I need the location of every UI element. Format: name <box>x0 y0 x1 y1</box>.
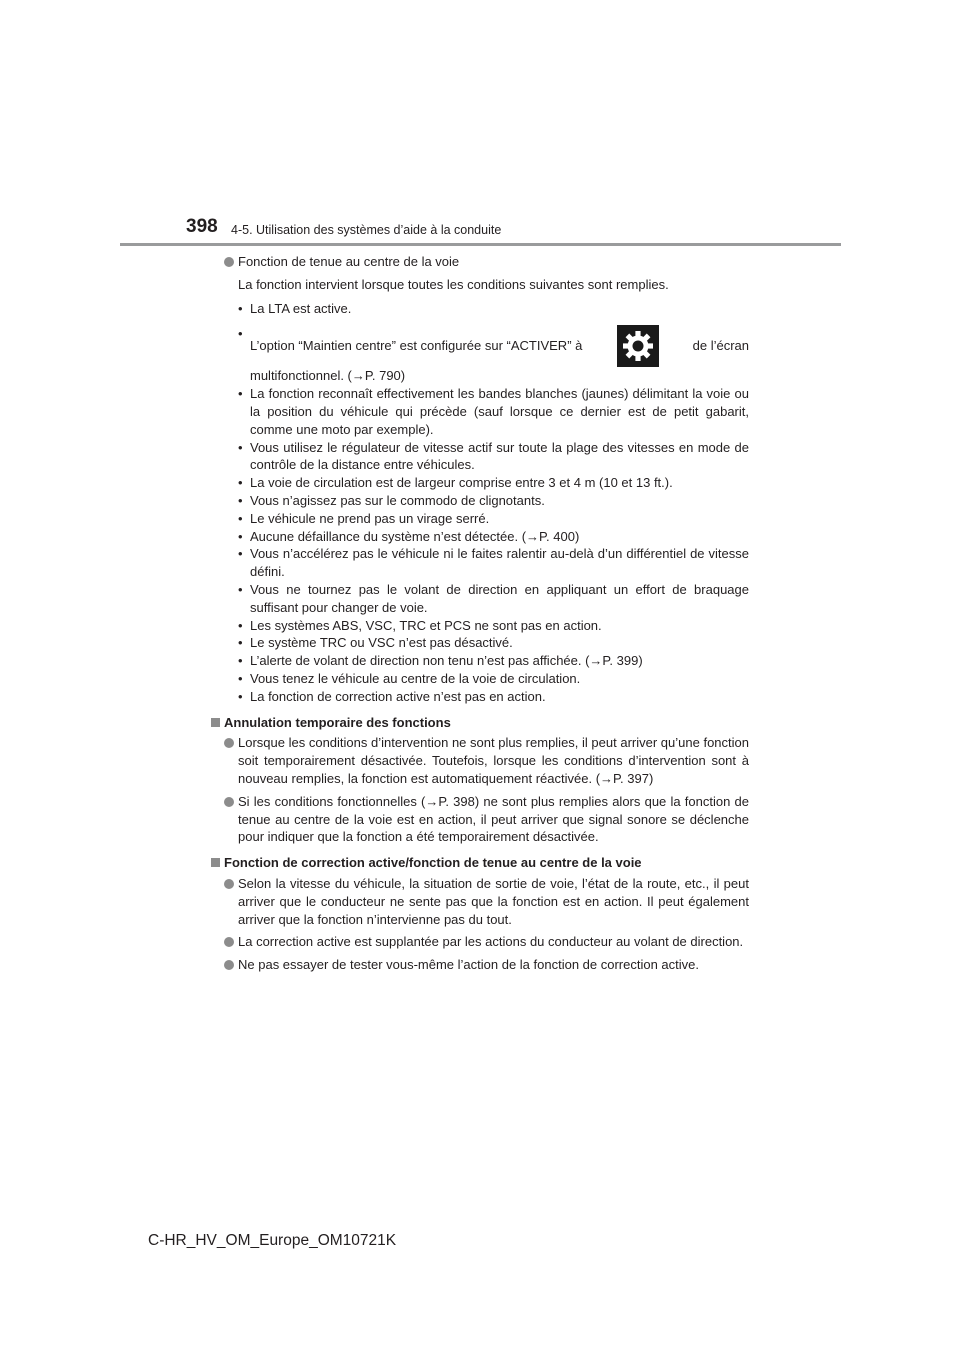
condition-item: • La voie de circulation est de largeur comprise entre 3 et 4 m (10 et 13 ft.). <box>211 474 749 492</box>
condition-item-settings-line <box>250 325 749 367</box>
lane-centering-title: Fonction de tenue au centre de la voie <box>211 253 749 271</box>
condition-item: • Aucune défaillance du système n’est détectée. (→P. 400) <box>211 528 749 546</box>
header-rule <box>120 243 841 246</box>
active-correction-point: Ne pas essayer de tester vous-même l’action de la fonction de correction active. <box>211 956 749 974</box>
condition-item: • Le système TRC ou VSC n’est pas désactivé. <box>211 634 749 652</box>
condition-item: • Vous tenez le véhicule au centre de la voie de circulation. <box>211 670 749 688</box>
footer-code: C-HR_HV_OM_Europe_OM10721K <box>148 1232 397 1249</box>
temp-cancel-heading: Annulation temporaire des fonctions <box>211 714 749 732</box>
condition-item: • La fonction de correction active n’est pas en action. <box>211 688 749 706</box>
condition-item: • Vous utilisez le régulateur de vitesse actif sur toute la plage des vitesses en mode de contrôle de la distance entre véhicules. <box>211 439 749 475</box>
condition-item-text: • L’option “Maintien centre” est configurée sur “ACTIVER” à <box>250 338 583 354</box>
active-correction-point: Selon la vitesse du véhicule, la situation de sortie de voie, l’état de la route, etc., il peut arriver que le conducteur ne sente pas que la fonction est en action. Il peut également arriver que la fonction n’intervienne pas du tout. <box>211 875 749 928</box>
section-title: 4-5. Utilisation des systèmes d’aide à la conduite <box>231 223 502 237</box>
gear-icon <box>617 325 659 367</box>
condition-item-text: multifonctionnel. (→P. 790) <box>250 368 406 384</box>
condition-item: • Vous n’accélérez pas le véhicule ni le faites ralentir au-delà d’un différentiel de vitesse défini. <box>211 545 749 581</box>
condition-item: • Vous n’agissez pas sur le commodo de clignotants. <box>211 492 749 510</box>
condition-item: • L’alerte de volant de direction non tenu n’est pas affichée. (→P. 399) <box>211 652 749 670</box>
lane-centering-intro: La fonction intervient lorsque toutes les conditions suivantes sont remplies. <box>238 276 669 292</box>
condition-item: • La fonction reconnaît effectivement les bandes blanches (jaunes) délimitant la voie ou la position du véhicule qui précède (sauf lorsque ce dernier est de petit gabarit, comme une moto par exemple). <box>211 385 749 438</box>
active-correction-point: La correction active est supplantée par les actions du conducteur au volant de direction. <box>211 933 749 951</box>
condition-item: • Vous ne tournez pas le volant de direction en appliquant un effort de braquage suffisant pour changer de voie. <box>211 581 749 617</box>
condition-item: • Les systèmes ABS, VSC, TRC et PCS ne sont pas en action. <box>211 617 749 635</box>
page-content <box>211 253 749 979</box>
page-number: 398 <box>186 216 218 237</box>
active-correction-heading: Fonction de correction active/fonction de tenue au centre de la voie <box>211 854 749 872</box>
condition-item: • La LTA est active. <box>211 300 749 318</box>
condition-item-settings <box>211 325 749 385</box>
temp-cancel-point: Lorsque les conditions d’intervention ne sont plus remplies, il peut arriver qu’une fonction soit temporairement désactivée. Toutefois, lorsque les conditions d’intervention sont à nouveau remplies, la fonction est automatiquement réactivée. (→P. 397) <box>211 734 749 787</box>
condition-item: • Le véhicule ne prend pas un virage serré. <box>211 510 749 528</box>
condition-item-text: de l’écran <box>692 338 749 354</box>
temp-cancel-point: Si les conditions fonctionnelles (→P. 398) ne sont plus remplies alors que la fonction de tenue au centre de la voie est en action, il peut arriver que signal sonore se déclenche pour indiquer que la fonction a été temporairement désactivée. <box>211 793 749 846</box>
